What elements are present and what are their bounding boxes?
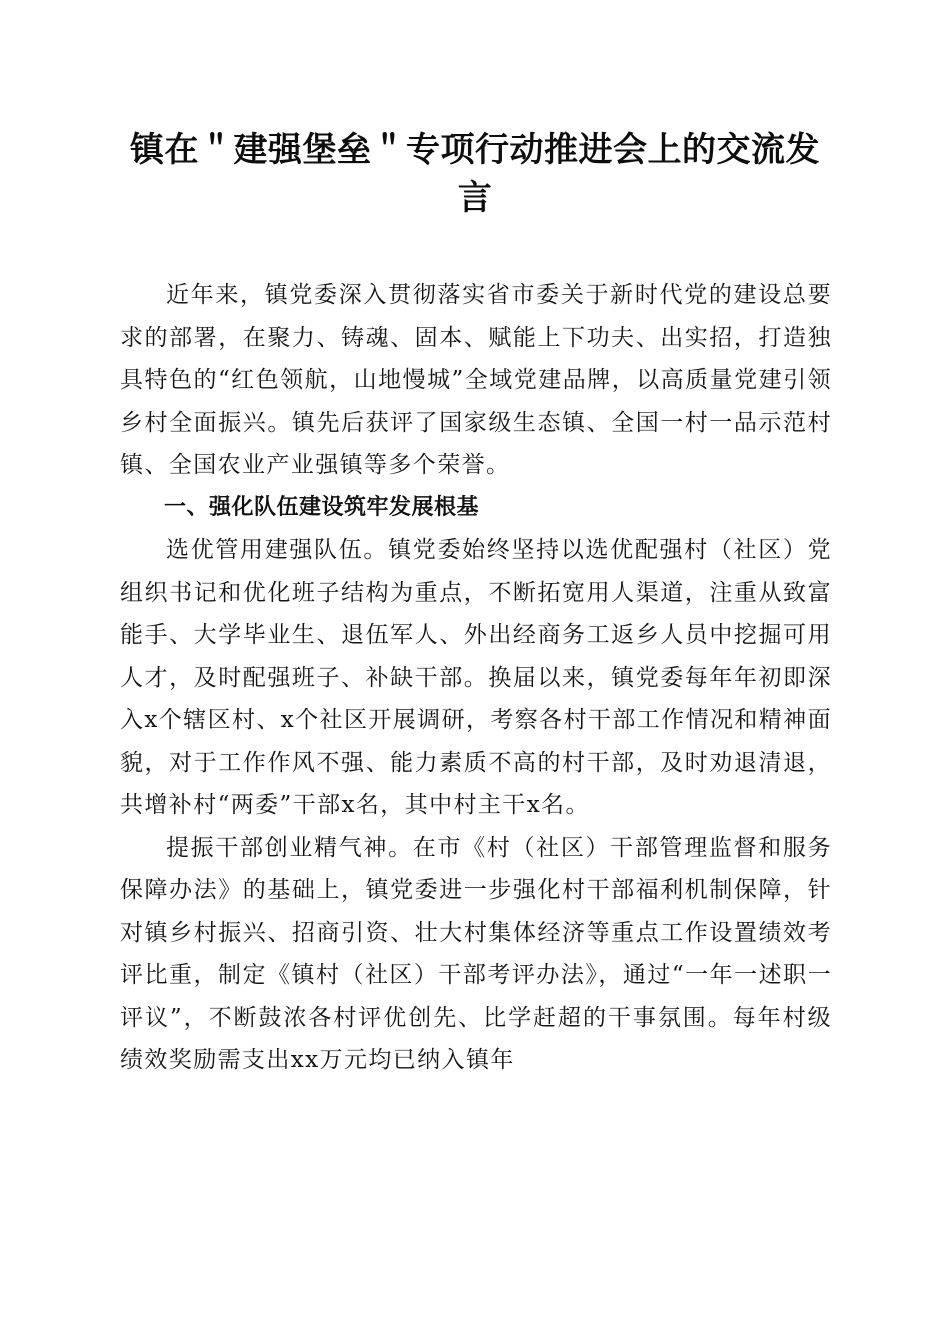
- document-body: [120, 274, 832, 1082]
- paragraph-team-building: 选优管用建强队伍。镇党委始终坚持以选优配强村（社区）党组织书记和优化班子结构为重点，不断拓宽用人渠道，注重从致富能手、大学毕业生、退伍军人、外出经商务工返乡人员中挖掘可用人才，及时配强班子、补缺干部。换届以来，镇党委每年年初即深入x个辖区村、x个社区开展调研，考察各村干部工作情况和精神面貌，对于工作作风不强、能力素质不高的村干部，及时劝退清退，共增补村“两委”干部x名，其中村主干x名。: [120, 537, 832, 818]
- paragraph-cadre-spirit: 提振干部创业精气神。在市《村（社区）干部管理监督和服务保障办法》的基础上，镇党委进一步强化村干部福利机制保障，针对镇乡村振兴、招商引资、壮大村集体经济等重点工作设置绩效考评比重，制定《镇村（社区）干部考评办法》，通过“一年一述职一评议”，不断鼓浓各村评优创先、比学赶超的干事氛围。每年村级绩效奖励需支出xx万元均已纳入镇年: [120, 834, 832, 1073]
- section-heading-1: 一、强化队伍建设筑牢发展根基: [164, 494, 480, 520]
- document-title: 镇在＂建强堡垒＂专项行动推进会上的交流发言: [130, 130, 820, 218]
- paragraph-intro: 近年来，镇党委深入贯彻落实省市委关于新时代党的建设总要求的部署，在聚力、铸魂、固本、赋能上下功夫、出实招，打造独具特色的“红色领航，山地慢城”全域党建品牌，以高质量党建引领乡村全面振兴。镇先后获评了国家级生态镇、全国一村一品示范村镇、全国农业产业强镇等多个荣誉。: [120, 282, 832, 478]
